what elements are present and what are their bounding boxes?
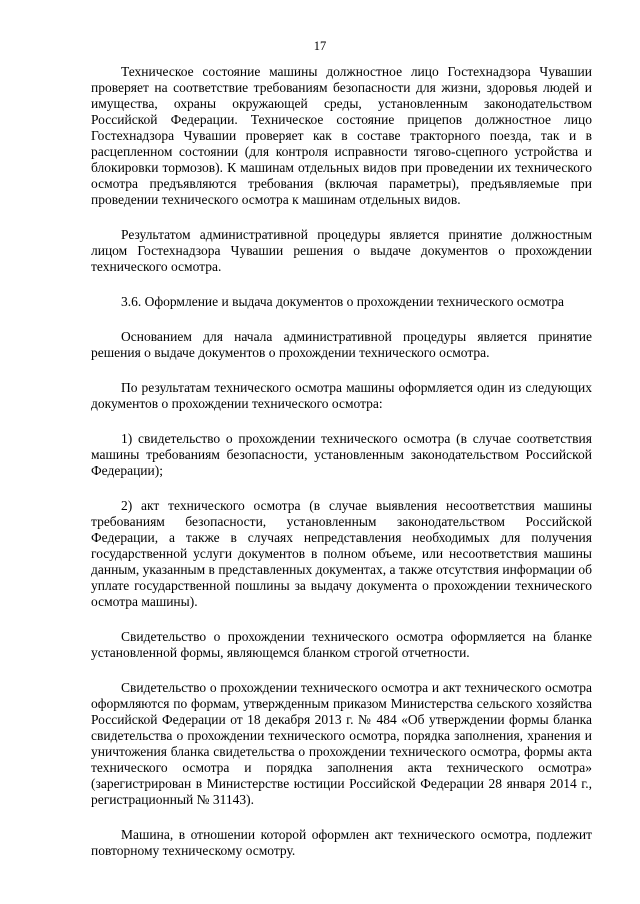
list-item-inspection-act: 2) акт технического осмотра (в случае выявления несоответствия машины требованиям безопасности, установленным законодательством Российской Федерации, а также в случаях непредставления необходимых для получения государственной услуги документов в полном объеме, или несоответствия машины данным, указанным в представленных документах, а также отсутствия информации об уплате государственной пошлины за выдачу документа о прохождении технического осмотра машины). [91,498,592,609]
document-body [91,64,592,878]
section-heading-3-6: 3.6. Оформление и выдача документов о прохождении технического осмотра [121,294,564,309]
page-number: 17 [313,39,327,53]
paragraph-reinspection: Машина, в отношении которой оформлен акт технического осмотра, подлежит повторному техническому осмотру. [91,827,592,858]
paragraph-procedure-result: Результатом административной процедуры является принятие должностным лицом Гостехнадзора Чувашии решения о выдаче документов о прохождении технического осмотра. [91,227,592,274]
paragraph-certificate-form: Свидетельство о прохождении технического осмотра оформляется на бланке установленной формы, являющемся бланком строгой отчетности. [91,629,592,660]
list-item-certificate: 1) свидетельство о прохождении технического осмотра (в случае соответствия машины требованиям безопасности, установленным законодательством Российской Федерации); [91,431,592,478]
paragraph-procedure-basis: Основанием для начала административной процедуры является принятие решения о выдаче документов о прохождении технического осмотра. [91,329,592,360]
paragraph-technical-condition: Техническое состояние машины должностное лицо Гостехнадзора Чувашии проверяет на соответствие требованиям безопасности для жизни, здоровья людей и имущества, охраны окружающей среды, установленным законодательством Российской Федерации. Техническое состояние прицепов должностное лицо Гостехнадзора Чувашии проверяет как в составе тракторного поезда, так и в расцепленном состоянии (для контроля исправности тягово-сцепного устройства и блокировки тормозов). К машинам отдельных видов при проведении их технического осмотра предъявляются требования (включая параметры), предъявляемые при проведении технического осмотра к машинам отдельных видов. [91,64,592,207]
paragraph-inspection-documents: По результатам технического осмотра машины оформляется один из следующих документов о прохождении технического осмотра: [91,380,592,411]
paragraph-forms-order: Свидетельство о прохождении технического осмотра и акт технического осмотра оформляются по формам, утвержденным приказом Министерства сельского хозяйства Российской Федерации от 18 декабря 2013 г. № 484 «Об утверждении формы бланка свидетельства о прохождении технического осмотра, порядка заполнения, хранения и уничтожения бланка свидетельства о прохождении технического осмотра, формы акта технического осмотра и порядка заполнения акта технического осмотра» (зарегистрирован в Министерстве юстиции Российской Федерации 28 января 2014 г., регистрационный № 31143). [91,680,592,807]
